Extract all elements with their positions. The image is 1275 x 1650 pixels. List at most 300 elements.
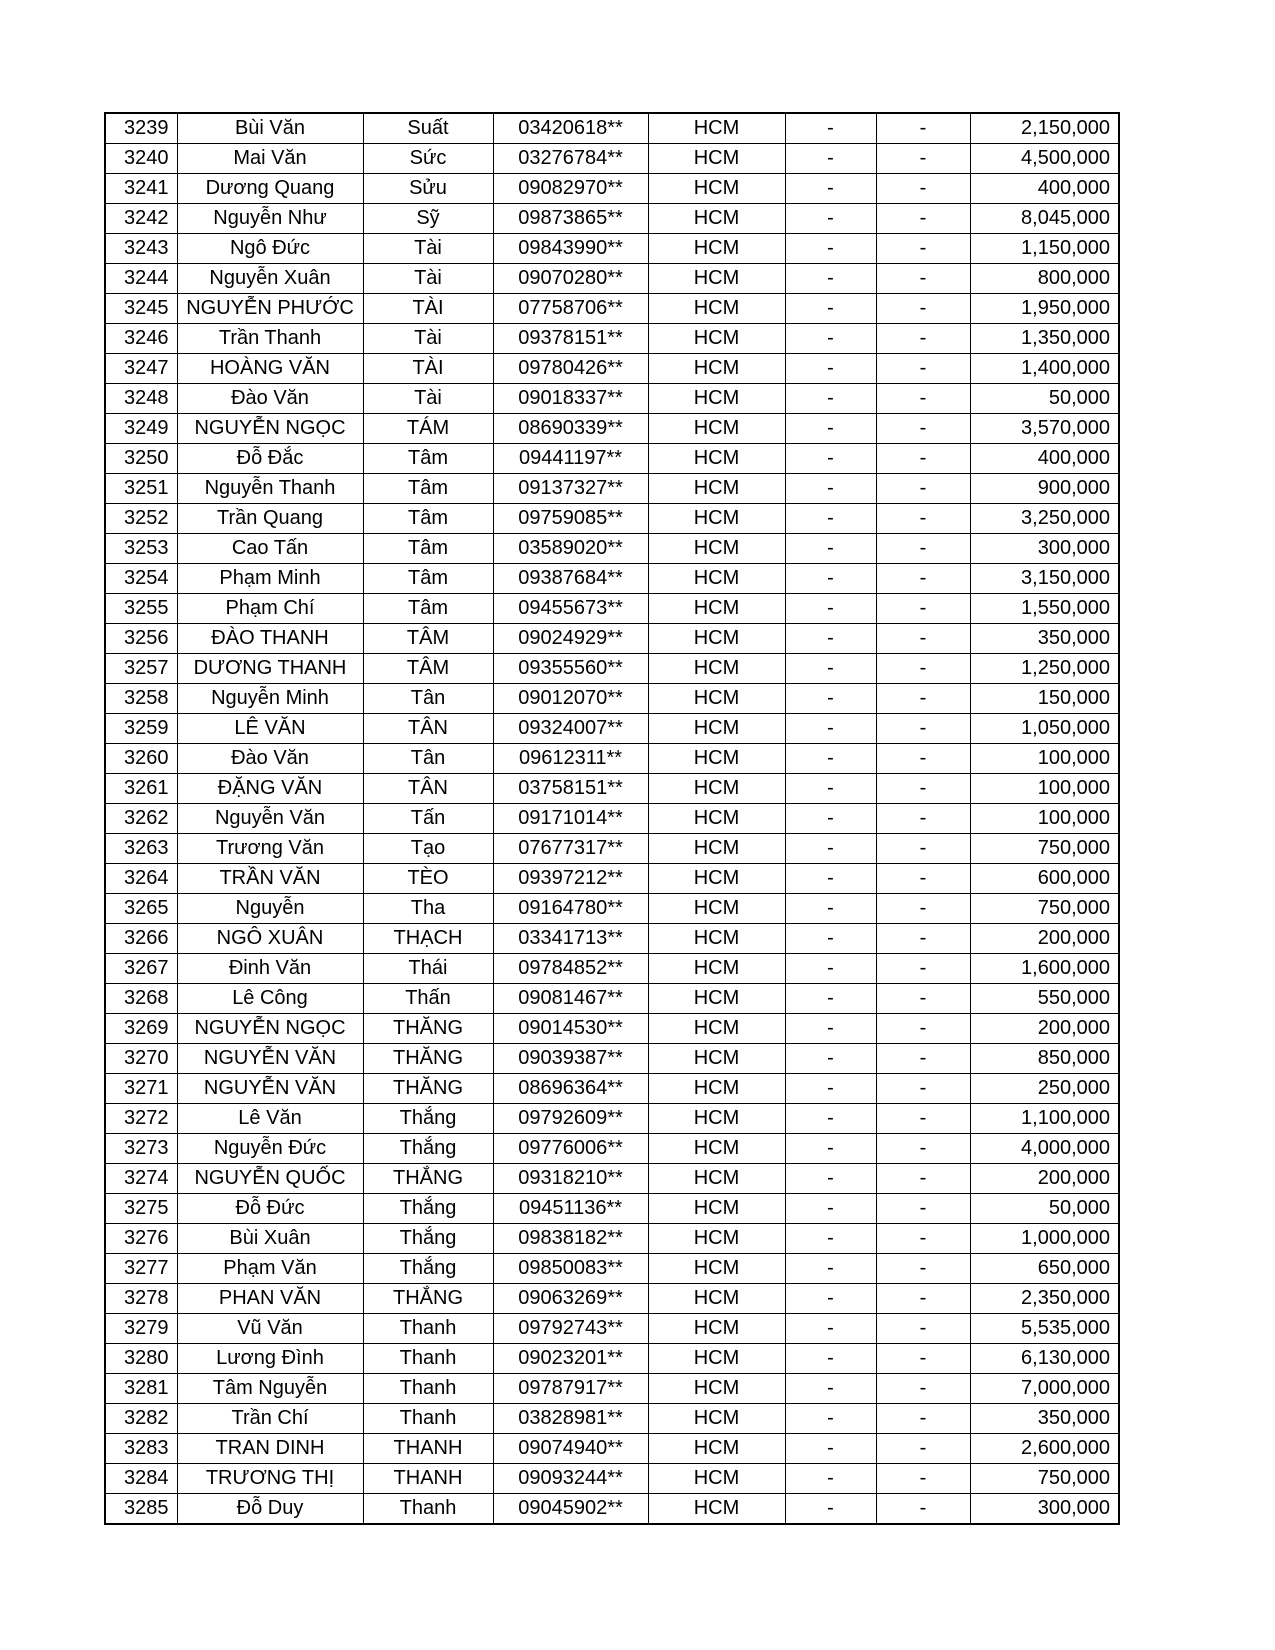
table-row [105,444,1119,474]
surname-middle-cell: LÊ VĂN [177,714,363,744]
dash-col-1-cell: - [785,174,876,204]
city-cell: HCM [648,984,785,1014]
given-name-cell: Sức [363,144,493,174]
dash-col-2-cell: - [876,564,970,594]
table-row [105,684,1119,714]
phone-number-cell: 09070280** [493,264,648,294]
row-number-cell: 3255 [105,594,177,624]
row-number-cell: 3245 [105,294,177,324]
table-row [105,1164,1119,1194]
given-name-cell: Thanh [363,1494,493,1525]
dash-col-1-cell: - [785,474,876,504]
dash-col-1-cell: - [785,384,876,414]
city-cell: HCM [648,1254,785,1284]
amount-cell: 1,250,000 [970,654,1119,684]
amount-cell: 3,250,000 [970,504,1119,534]
dash-col-1-cell: - [785,774,876,804]
given-name-cell: Thắng [363,1254,493,1284]
dash-col-1-cell: - [785,294,876,324]
amount-cell: 2,350,000 [970,1284,1119,1314]
surname-middle-cell: NGUYỄN QUỐC [177,1164,363,1194]
amount-cell: 2,150,000 [970,113,1119,144]
surname-middle-cell: Phạm Chí [177,594,363,624]
row-number-cell: 3246 [105,324,177,354]
surname-middle-cell: Nguyễn Như [177,204,363,234]
amount-cell: 150,000 [970,684,1119,714]
dash-col-1-cell: - [785,864,876,894]
surname-middle-cell: Đỗ Đức [177,1194,363,1224]
amount-cell: 7,000,000 [970,1374,1119,1404]
surname-middle-cell: Dương Quang [177,174,363,204]
dash-col-1-cell: - [785,1404,876,1434]
dash-col-2-cell: - [876,834,970,864]
city-cell: HCM [648,1464,785,1494]
surname-middle-cell: HOÀNG VĂN [177,354,363,384]
amount-cell: 350,000 [970,1404,1119,1434]
dash-col-1-cell: - [785,234,876,264]
city-cell: HCM [648,414,785,444]
dash-col-2-cell: - [876,714,970,744]
given-name-cell: Tha [363,894,493,924]
surname-middle-cell: Nguyễn Thanh [177,474,363,504]
row-number-cell: 3285 [105,1494,177,1525]
phone-number-cell: 09063269** [493,1284,648,1314]
phone-number-cell: 03828981** [493,1404,648,1434]
given-name-cell: THANH [363,1434,493,1464]
given-name-cell: Tâm [363,564,493,594]
phone-number-cell: 09023201** [493,1344,648,1374]
phone-number-cell: 09792743** [493,1314,648,1344]
table-row [105,113,1119,144]
city-cell: HCM [648,174,785,204]
phone-number-cell: 07758706** [493,294,648,324]
table-row [105,1314,1119,1344]
city-cell: HCM [648,474,785,504]
dash-col-2-cell: - [876,744,970,774]
dash-col-2-cell: - [876,264,970,294]
dash-col-1-cell: - [785,444,876,474]
given-name-cell: Thấn [363,984,493,1014]
phone-number-cell: 09792609** [493,1104,648,1134]
phone-number-cell: 09397212** [493,864,648,894]
table-row [105,474,1119,504]
city-cell: HCM [648,1284,785,1314]
amount-cell: 1,550,000 [970,594,1119,624]
given-name-cell: Tạo [363,834,493,864]
dash-col-1-cell: - [785,354,876,384]
row-number-cell: 3256 [105,624,177,654]
dash-col-2-cell: - [876,954,970,984]
given-name-cell: THĂNG [363,1014,493,1044]
phone-number-cell: 09318210** [493,1164,648,1194]
dash-col-1-cell: - [785,324,876,354]
given-name-cell: THANH [363,1464,493,1494]
row-number-cell: 3261 [105,774,177,804]
surname-middle-cell: NGUYỄN NGỌC [177,1014,363,1044]
table-row [105,1254,1119,1284]
table-row [105,624,1119,654]
city-cell: HCM [648,1074,785,1104]
surname-middle-cell: Vũ Văn [177,1314,363,1344]
dash-col-1-cell: - [785,504,876,534]
amount-cell: 750,000 [970,1464,1119,1494]
dash-col-2-cell: - [876,1014,970,1044]
city-cell: HCM [648,864,785,894]
table-row [105,714,1119,744]
dash-col-2-cell: - [876,1344,970,1374]
given-name-cell: Thanh [363,1404,493,1434]
dash-col-2-cell: - [876,864,970,894]
dash-col-1-cell: - [785,684,876,714]
dash-col-2-cell: - [876,684,970,714]
row-number-cell: 3248 [105,384,177,414]
city-cell: HCM [648,654,785,684]
dash-col-2-cell: - [876,174,970,204]
row-number-cell: 3243 [105,234,177,264]
row-number-cell: 3247 [105,354,177,384]
row-number-cell: 3260 [105,744,177,774]
row-number-cell: 3269 [105,1014,177,1044]
row-number-cell: 3279 [105,1314,177,1344]
row-number-cell: 3254 [105,564,177,594]
surname-middle-cell: TRƯƠNG THỊ [177,1464,363,1494]
given-name-cell: TÀI [363,354,493,384]
surname-middle-cell: Phạm Văn [177,1254,363,1284]
row-number-cell: 3262 [105,804,177,834]
row-number-cell: 3282 [105,1404,177,1434]
given-name-cell: TÂM [363,654,493,684]
surname-middle-cell: Tâm Nguyễn [177,1374,363,1404]
phone-number-cell: 09355560** [493,654,648,684]
phone-number-cell: 09873865** [493,204,648,234]
phone-number-cell: 09074940** [493,1434,648,1464]
dash-col-2-cell: - [876,144,970,174]
table-row [105,594,1119,624]
dash-col-2-cell: - [876,924,970,954]
dash-col-1-cell: - [785,654,876,684]
surname-middle-cell: Trần Chí [177,1404,363,1434]
surname-middle-cell: Bùi Văn [177,113,363,144]
amount-cell: 900,000 [970,474,1119,504]
amount-cell: 2,600,000 [970,1434,1119,1464]
amount-cell: 50,000 [970,1194,1119,1224]
row-number-cell: 3281 [105,1374,177,1404]
given-name-cell: Tấn [363,804,493,834]
city-cell: HCM [648,804,785,834]
table-row [105,1494,1119,1525]
amount-cell: 50,000 [970,384,1119,414]
surname-middle-cell: NGUYỄN NGỌC [177,414,363,444]
surname-middle-cell: Đỗ Duy [177,1494,363,1525]
city-cell: HCM [648,144,785,174]
dash-col-1-cell: - [785,1254,876,1284]
city-cell: HCM [648,113,785,144]
surname-middle-cell: Cao Tấn [177,534,363,564]
table-row [105,414,1119,444]
city-cell: HCM [648,1134,785,1164]
table-row [105,1044,1119,1074]
city-cell: HCM [648,624,785,654]
row-number-cell: 3274 [105,1164,177,1194]
table-row [105,354,1119,384]
phone-number-cell: 09838182** [493,1224,648,1254]
surname-middle-cell: Bùi Xuân [177,1224,363,1254]
table-row [105,1224,1119,1254]
amount-cell: 1,600,000 [970,954,1119,984]
phone-number-cell: 09137327** [493,474,648,504]
dash-col-1-cell: - [785,414,876,444]
dash-col-2-cell: - [876,384,970,414]
amount-cell: 8,045,000 [970,204,1119,234]
table-row [105,144,1119,174]
given-name-cell: Thắng [363,1104,493,1134]
phone-number-cell: 09082970** [493,174,648,204]
given-name-cell: Thanh [363,1314,493,1344]
row-number-cell: 3257 [105,654,177,684]
city-cell: HCM [648,1314,785,1344]
donor-table [104,112,1120,1525]
row-number-cell: 3259 [105,714,177,744]
phone-number-cell: 09093244** [493,1464,648,1494]
table-row [105,894,1119,924]
table-row [105,174,1119,204]
city-cell: HCM [648,924,785,954]
phone-number-cell: 09324007** [493,714,648,744]
table-row [105,1434,1119,1464]
surname-middle-cell: Mai Văn [177,144,363,174]
city-cell: HCM [648,444,785,474]
row-number-cell: 3244 [105,264,177,294]
amount-cell: 200,000 [970,924,1119,954]
given-name-cell: Tâm [363,504,493,534]
table-row [105,1344,1119,1374]
surname-middle-cell: Lê Công [177,984,363,1014]
city-cell: HCM [648,744,785,774]
dash-col-1-cell: - [785,1014,876,1044]
row-number-cell: 3249 [105,414,177,444]
city-cell: HCM [648,1344,785,1374]
dash-col-2-cell: - [876,113,970,144]
surname-middle-cell: Phạm Minh [177,564,363,594]
dash-col-2-cell: - [876,1104,970,1134]
phone-number-cell: 09164780** [493,894,648,924]
city-cell: HCM [648,234,785,264]
surname-middle-cell: DƯƠNG THANH [177,654,363,684]
city-cell: HCM [648,1104,785,1134]
dash-col-2-cell: - [876,1254,970,1284]
dash-col-2-cell: - [876,324,970,354]
dash-col-1-cell: - [785,1104,876,1134]
surname-middle-cell: Trương Văn [177,834,363,864]
surname-middle-cell: Nguyễn Xuân [177,264,363,294]
given-name-cell: Tân [363,684,493,714]
amount-cell: 1,050,000 [970,714,1119,744]
row-number-cell: 3239 [105,113,177,144]
dash-col-2-cell: - [876,1494,970,1525]
city-cell: HCM [648,1494,785,1525]
amount-cell: 1,150,000 [970,234,1119,264]
amount-cell: 200,000 [970,1164,1119,1194]
table-row [105,1374,1119,1404]
table-row [105,774,1119,804]
dash-col-1-cell: - [785,1464,876,1494]
dash-col-1-cell: - [785,624,876,654]
given-name-cell: Sỹ [363,204,493,234]
phone-number-cell: 03758151** [493,774,648,804]
dash-col-1-cell: - [785,264,876,294]
dash-col-1-cell: - [785,594,876,624]
amount-cell: 3,570,000 [970,414,1119,444]
dash-col-1-cell: - [785,894,876,924]
given-name-cell: THẠCH [363,924,493,954]
phone-number-cell: 03589020** [493,534,648,564]
row-number-cell: 3253 [105,534,177,564]
table-row [105,234,1119,264]
table-row [105,864,1119,894]
dash-col-2-cell: - [876,654,970,684]
dash-col-1-cell: - [785,1314,876,1344]
city-cell: HCM [648,204,785,234]
dash-col-2-cell: - [876,894,970,924]
row-number-cell: 3266 [105,924,177,954]
phone-number-cell: 09441197** [493,444,648,474]
surname-middle-cell: Nguyễn Đức [177,1134,363,1164]
given-name-cell: TÁM [363,414,493,444]
dash-col-2-cell: - [876,804,970,834]
phone-number-cell: 09776006** [493,1134,648,1164]
amount-cell: 300,000 [970,1494,1119,1525]
given-name-cell: TÈO [363,864,493,894]
table-row [105,294,1119,324]
phone-number-cell: 09039387** [493,1044,648,1074]
amount-cell: 100,000 [970,804,1119,834]
table-row [105,504,1119,534]
table-row [105,1194,1119,1224]
table-row [105,834,1119,864]
city-cell: HCM [648,1014,785,1044]
given-name-cell: Tài [363,384,493,414]
amount-cell: 5,535,000 [970,1314,1119,1344]
surname-middle-cell: NGUYỄN VĂN [177,1074,363,1104]
city-cell: HCM [648,1224,785,1254]
given-name-cell: Tài [363,324,493,354]
dash-col-1-cell: - [785,113,876,144]
surname-middle-cell: Nguyễn [177,894,363,924]
amount-cell: 750,000 [970,894,1119,924]
amount-cell: 100,000 [970,744,1119,774]
dash-col-1-cell: - [785,1044,876,1074]
row-number-cell: 3271 [105,1074,177,1104]
row-number-cell: 3263 [105,834,177,864]
surname-middle-cell: Đỗ Đắc [177,444,363,474]
dash-col-2-cell: - [876,1374,970,1404]
table-row [105,1134,1119,1164]
phone-number-cell: 09378151** [493,324,648,354]
dash-col-2-cell: - [876,1194,970,1224]
phone-number-cell: 09024929** [493,624,648,654]
table-row [105,654,1119,684]
amount-cell: 350,000 [970,624,1119,654]
dash-col-1-cell: - [785,1164,876,1194]
dash-col-2-cell: - [876,984,970,1014]
given-name-cell: Tân [363,744,493,774]
given-name-cell: Thái [363,954,493,984]
row-number-cell: 3241 [105,174,177,204]
table-row [105,324,1119,354]
phone-number-cell: 09045902** [493,1494,648,1525]
phone-number-cell: 09612311** [493,744,648,774]
phone-number-cell: 08696364** [493,1074,648,1104]
row-number-cell: 3272 [105,1104,177,1134]
given-name-cell: TÂN [363,714,493,744]
table-row [105,1074,1119,1104]
dash-col-1-cell: - [785,834,876,864]
dash-col-1-cell: - [785,1374,876,1404]
dash-col-2-cell: - [876,1164,970,1194]
table-row [105,1404,1119,1434]
phone-number-cell: 07677317** [493,834,648,864]
row-number-cell: 3277 [105,1254,177,1284]
city-cell: HCM [648,684,785,714]
city-cell: HCM [648,1374,785,1404]
city-cell: HCM [648,1194,785,1224]
given-name-cell: TÂN [363,774,493,804]
phone-number-cell: 09455673** [493,594,648,624]
amount-cell: 4,000,000 [970,1134,1119,1164]
surname-middle-cell: NGUYỄN VĂN [177,1044,363,1074]
phone-number-cell: 09784852** [493,954,648,984]
phone-number-cell: 09387684** [493,564,648,594]
dash-col-2-cell: - [876,1224,970,1254]
surname-middle-cell: Nguyễn Minh [177,684,363,714]
amount-cell: 1,400,000 [970,354,1119,384]
given-name-cell: Sửu [363,174,493,204]
dash-col-1-cell: - [785,1074,876,1104]
dash-col-1-cell: - [785,1344,876,1374]
given-name-cell: TÂM [363,624,493,654]
surname-middle-cell: Nguyễn Văn [177,804,363,834]
table-row [105,954,1119,984]
table-row [105,204,1119,234]
dash-col-2-cell: - [876,354,970,384]
dash-col-2-cell: - [876,474,970,504]
row-number-cell: 3251 [105,474,177,504]
city-cell: HCM [648,894,785,924]
surname-middle-cell: ĐẶNG VĂN [177,774,363,804]
given-name-cell: Thanh [363,1374,493,1404]
table-row [105,1014,1119,1044]
amount-cell: 600,000 [970,864,1119,894]
amount-cell: 100,000 [970,774,1119,804]
row-number-cell: 3258 [105,684,177,714]
dash-col-1-cell: - [785,1194,876,1224]
row-number-cell: 3270 [105,1044,177,1074]
dash-col-2-cell: - [876,1434,970,1464]
dash-col-2-cell: - [876,294,970,324]
city-cell: HCM [648,384,785,414]
row-number-cell: 3283 [105,1434,177,1464]
surname-middle-cell: TRAN DINH [177,1434,363,1464]
dash-col-1-cell: - [785,1224,876,1254]
given-name-cell: Thắng [363,1194,493,1224]
city-cell: HCM [648,774,785,804]
amount-cell: 400,000 [970,444,1119,474]
dash-col-2-cell: - [876,1134,970,1164]
amount-cell: 250,000 [970,1074,1119,1104]
dash-col-1-cell: - [785,924,876,954]
dash-col-1-cell: - [785,744,876,774]
given-name-cell: Tâm [363,534,493,564]
